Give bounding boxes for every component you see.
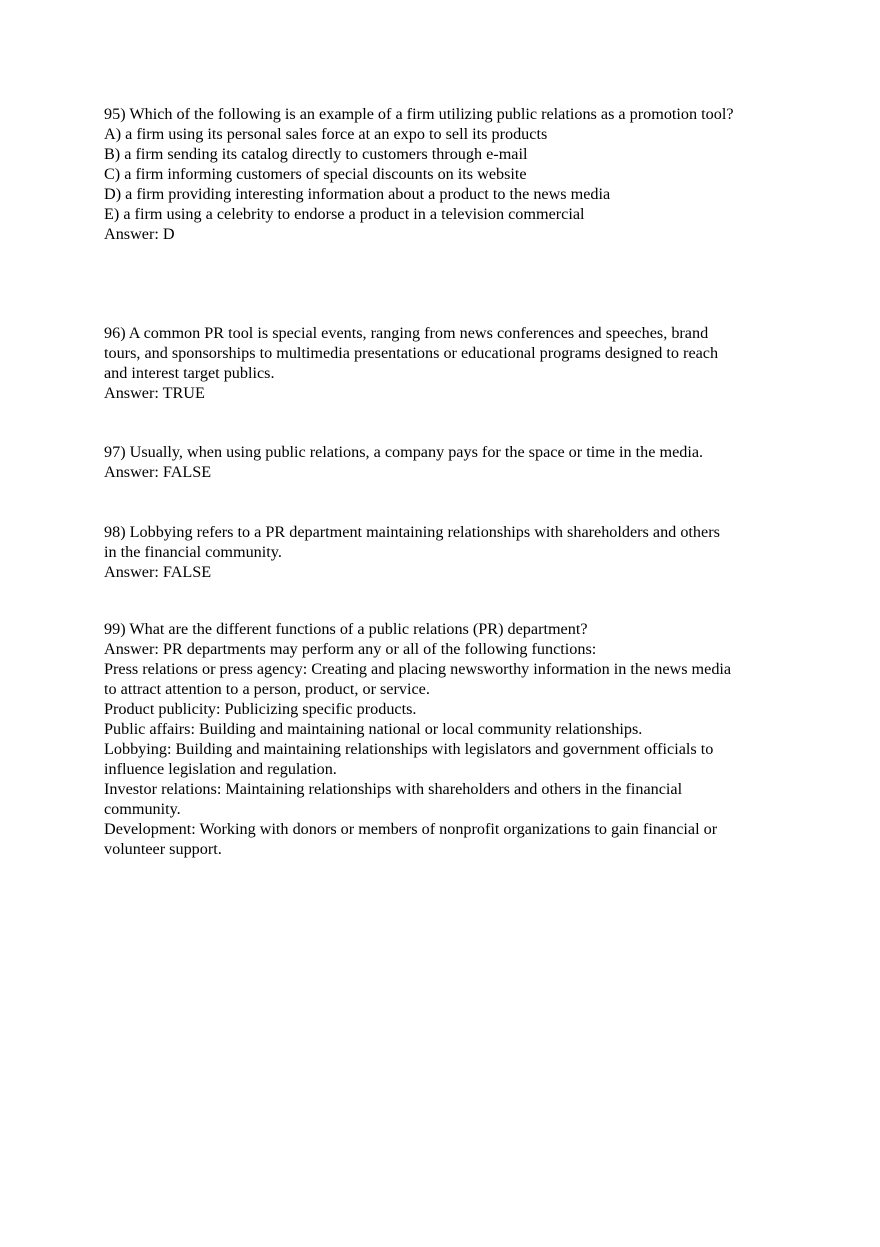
question-96 xyxy=(104,323,794,403)
question-95-option-b: B) a firm sending its catalog directly to customers through e-mail xyxy=(104,145,528,163)
question-99-answer-line: Lobbying: Building and maintaining relationships with legislators and government officials to xyxy=(104,740,714,758)
question-99-answer-line: Press relations or press agency: Creating and placing newsworthy information in the news media xyxy=(104,660,732,678)
question-99-answer-line: Product publicity: Publicizing specific products. xyxy=(104,700,417,718)
question-95-stem: 95) Which of the following is an example of a firm utilizing public relations as a promotion tool? xyxy=(104,105,734,123)
question-97-stem: 97) Usually, when using public relations, a company pays for the space or time in the media. xyxy=(104,443,704,461)
question-97 xyxy=(104,442,794,482)
question-99-answer-line: Public affairs: Building and maintaining national or local community relationships. xyxy=(104,720,643,738)
question-99-stem: 99) What are the different functions of a public relations (PR) department? xyxy=(104,620,588,638)
question-95-option-e: E) a firm using a celebrity to endorse a product in a television commercial xyxy=(104,205,585,223)
question-98-answer: Answer: FALSE xyxy=(104,563,212,581)
question-95-option-c: C) a firm informing customers of special discounts on its website xyxy=(104,165,527,183)
question-95-answer: Answer: D xyxy=(104,225,175,243)
question-97-answer: Answer: FALSE xyxy=(104,463,212,481)
question-98 xyxy=(104,522,794,582)
question-95 xyxy=(104,104,794,244)
question-99-answer-line: volunteer support. xyxy=(104,840,222,858)
question-96-stem-line-1: 96) A common PR tool is special events, ranging from news conferences and speeches, brand xyxy=(104,324,709,342)
question-99 xyxy=(104,619,794,859)
question-96-answer: Answer: TRUE xyxy=(104,384,205,402)
question-95-option-a: A) a firm using its personal sales force at an expo to sell its products xyxy=(104,125,548,143)
question-96-stem-line-3: and interest target publics. xyxy=(104,364,275,382)
question-99-answer-line: Investor relations: Maintaining relationships with shareholders and others in the financial xyxy=(104,780,683,798)
question-99-answer-line: to attract attention to a person, product, or service. xyxy=(104,680,430,698)
question-96-stem-line-2: tours, and sponsorships to multimedia presentations or educational programs designed to reach xyxy=(104,344,719,362)
question-98-stem-line-1: 98) Lobbying refers to a PR department maintaining relationships with shareholders and others xyxy=(104,523,720,541)
question-99-answer-line: community. xyxy=(104,800,181,818)
question-98-stem-line-2: in the financial community. xyxy=(104,543,282,561)
question-95-option-d: D) a firm providing interesting information about a product to the news media xyxy=(104,185,611,203)
question-99-answer-line: influence legislation and regulation. xyxy=(104,760,337,778)
question-99-answer-line: Development: Working with donors or members of nonprofit organizations to gain financial or xyxy=(104,820,718,838)
question-99-answer-intro: Answer: PR departments may perform any or all of the following functions: xyxy=(104,640,597,658)
